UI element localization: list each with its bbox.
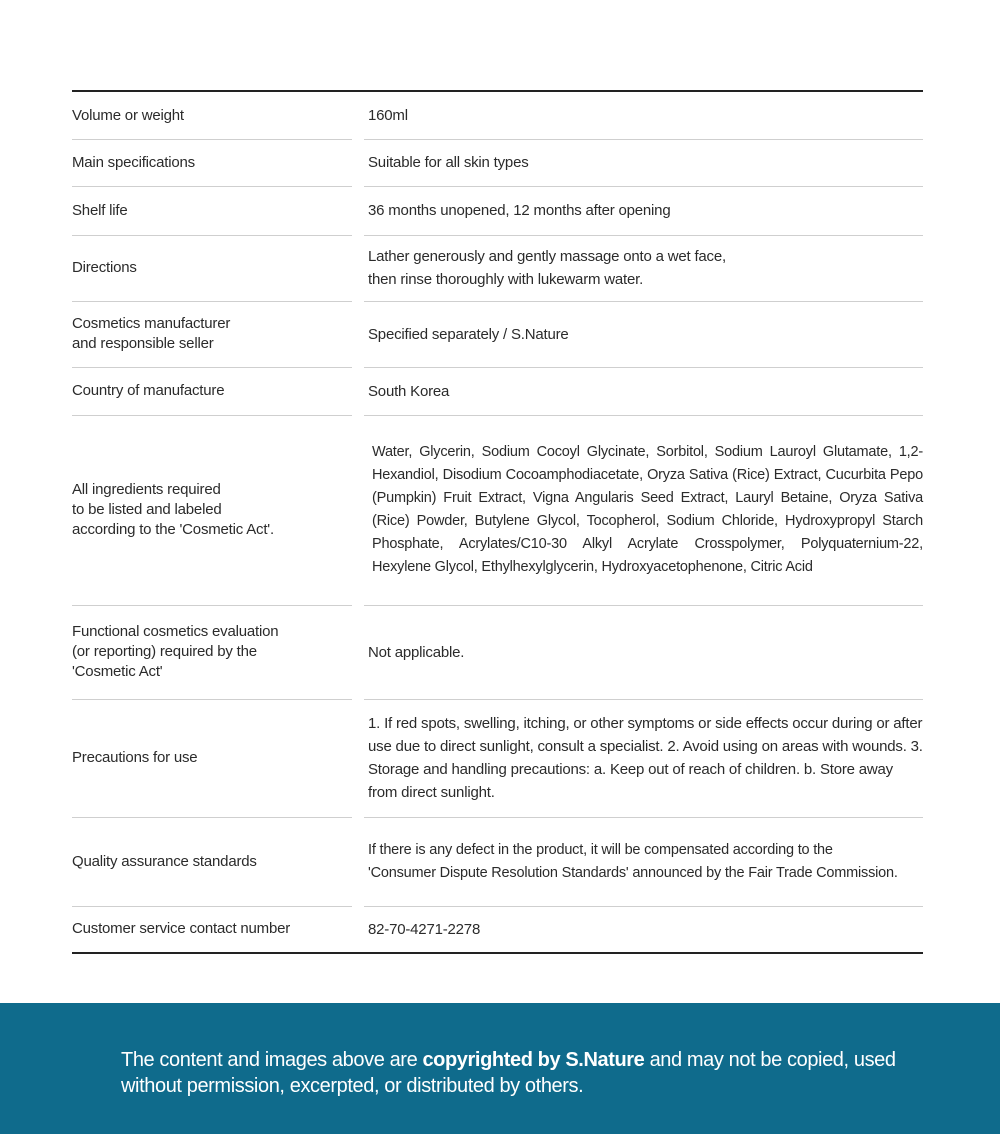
row-value: Not applicable. xyxy=(368,643,465,661)
row-label: Shelf life xyxy=(72,201,128,219)
table-row xyxy=(72,186,923,235)
table-row xyxy=(72,415,923,605)
row-label: Quality assurance standards xyxy=(72,852,257,870)
copyright-notice xyxy=(121,1047,921,1099)
copyright-footer xyxy=(0,1003,1000,1134)
row-value: 160ml xyxy=(368,107,408,124)
ingredients-value: Water, Glycerin, Sodium Cocoyl Glycinate, Sorbitol, Sodium Lauroyl Glutamate, 1,2-Hexandiol, Disodium Cocoamphodiacetate, Oryza Sativa (Rice) Extract, Cucurbita Pepo (Pumpkin) Fruit Extract, Vigna Angularis Seed Extract, Lauryl Betaine, Oryza Sativa (Rice) Powder, Butylene Glycol, Tocopherol, Sodium Chloride, Hydroxypropyl Starch Phosphate, Acrylates/C10-30 Alkyl Acrylate Crosspolymer, Polyquaternium-22, Hexylene Glycol, Ethylhexylglycerin, Hydroxyacetophenone, Citric Acid xyxy=(372,444,923,575)
row-label: All ingredients required to be listed and labeled according to the 'Cosmetic Act'. xyxy=(72,481,274,538)
copyright-text-bold: copyrighted by S.Nature xyxy=(422,1049,645,1071)
table-row xyxy=(72,817,923,906)
product-info-table xyxy=(72,90,923,954)
table-row xyxy=(72,301,923,367)
table-row xyxy=(72,367,923,415)
copyright-text-start: The content and images above are xyxy=(121,1049,423,1071)
precautions-value: 1. If red spots, swelling, itching, or other symptoms or side effects occur during or after use due to direct sunlight, consult a specialist. 2. Avoid using on areas with wounds. 3. Storage and handling precautions: a. Keep out of reach of children. b. Store away from direct sunlight. xyxy=(368,715,923,801)
table-row xyxy=(72,235,923,301)
row-label: Directions xyxy=(72,259,137,276)
table-row xyxy=(72,699,923,817)
table-row xyxy=(72,92,923,139)
row-value: Specified separately / S.Nature xyxy=(368,325,569,343)
row-value: South Korea xyxy=(368,382,450,400)
row-label: Functional cosmetics evaluation (or reporting) required by the 'Cosmetic Act' xyxy=(72,623,279,680)
copyright-text-end: and may not be copied, used without permission, excerpted, or distributed by others. xyxy=(121,1049,896,1097)
table-row xyxy=(72,906,923,952)
row-value: If there is any defect in the product, it will be compensated according to the 'Consumer Dispute Resolution Standards' announced by the Fair Trade Commission. xyxy=(368,841,898,881)
table-row xyxy=(72,139,923,186)
contact-number: 82-70-4271-2278 xyxy=(368,920,481,938)
row-label: Main specifications xyxy=(72,153,195,171)
row-label: Precautions for use xyxy=(72,749,198,766)
row-value: Suitable for all skin types xyxy=(368,154,529,171)
row-label: Cosmetics manufacturer and responsible seller xyxy=(72,315,231,352)
table-row xyxy=(72,605,923,699)
row-value: 36 months unopened, 12 months after opening xyxy=(368,202,671,219)
row-label: Customer service contact number xyxy=(72,920,291,937)
row-value: Lather generously and gently massage onto a wet face, then rinse thoroughly with lukewarm water. xyxy=(368,248,726,288)
row-label: Country of manufacture xyxy=(72,382,225,399)
row-label: Volume or weight xyxy=(72,106,184,124)
